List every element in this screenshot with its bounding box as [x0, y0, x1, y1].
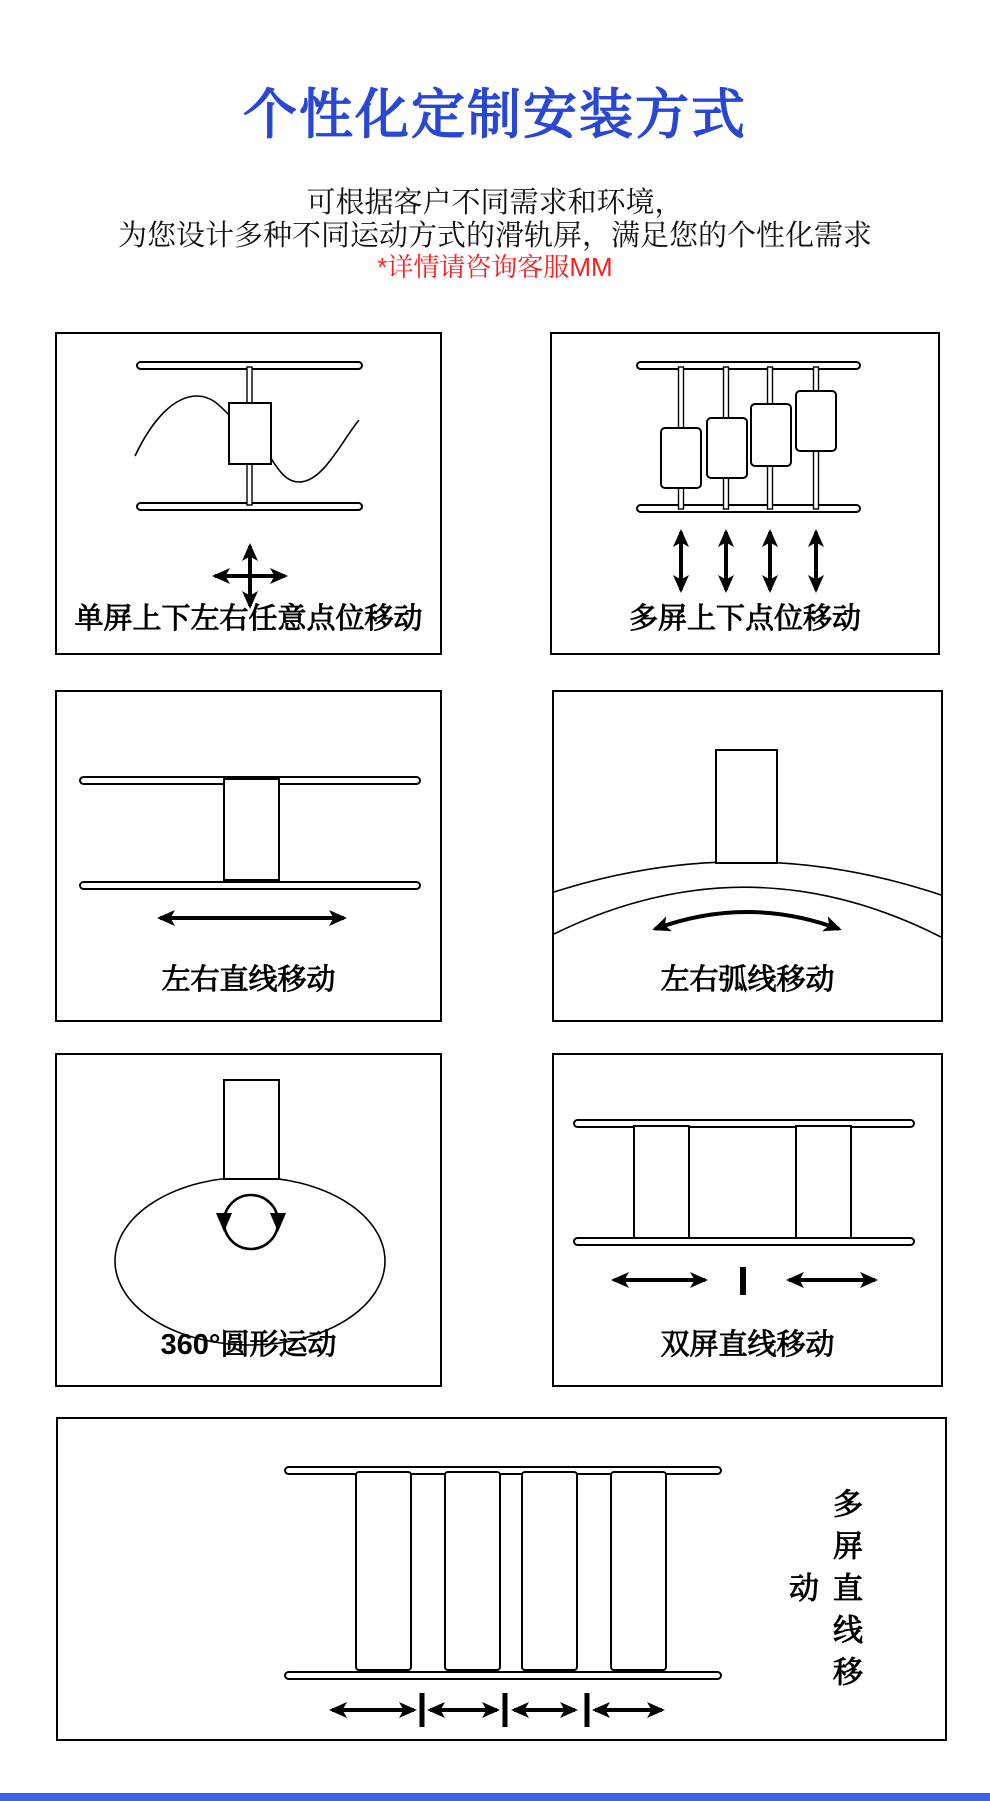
updown-arrows-icon	[681, 532, 816, 590]
screen-rect	[224, 779, 279, 880]
card-left-right-linear	[55, 690, 442, 1022]
bottom-rail	[80, 882, 420, 889]
top-rail	[574, 1120, 914, 1127]
screen-rect-left	[634, 1126, 689, 1238]
screen-rect	[224, 1080, 279, 1179]
screen-rect	[716, 750, 777, 863]
card-label: 左右直线移动	[161, 964, 336, 996]
linear-arrows-icon	[332, 1693, 662, 1727]
bottom-rail	[574, 1238, 914, 1245]
card-360-circular	[55, 1053, 442, 1387]
rotate-icon	[216, 1195, 286, 1249]
card-label: 多屏上下点位移动	[628, 603, 861, 635]
card-single-screen-any-point	[55, 332, 442, 655]
bottom-rail	[285, 1672, 721, 1679]
card-multi-screen-linear	[56, 1417, 947, 1741]
next-section-divider	[0, 1793, 990, 1801]
screen-rects	[356, 1472, 666, 1670]
card-label: 单屏上下左右任意点位移动	[74, 603, 423, 635]
card-label-vertical: 多屏直线移动	[784, 1488, 861, 1698]
screen-rects	[661, 391, 836, 488]
screen-rect-right	[796, 1126, 851, 1238]
card-label: 双屏直线移动	[660, 1329, 835, 1361]
subtitle-line-2: 为您设计多种不同运动方式的滑轨屏，满足您的个性化需求	[117, 220, 872, 252]
top-rail	[637, 362, 860, 369]
circular-track	[115, 1177, 385, 1345]
screen-rect	[229, 403, 271, 464]
card-left-right-arc	[552, 690, 943, 1022]
card-label: 360°圆形运动	[160, 1329, 337, 1361]
curved-arrow-icon	[655, 912, 839, 929]
service-note: *详情请咨询客服MM	[377, 252, 613, 282]
page-title: 个性化定制安装方式	[243, 85, 747, 145]
subtitle-line-1: 可根据客户不同需求和环境，	[306, 187, 684, 219]
card-label: 左右弧线移动	[660, 964, 835, 996]
card-multi-screen-updown	[550, 332, 940, 655]
card-dual-screen-linear	[552, 1053, 943, 1387]
arc-rail-upper	[554, 862, 941, 895]
bottom-rail	[637, 505, 860, 512]
